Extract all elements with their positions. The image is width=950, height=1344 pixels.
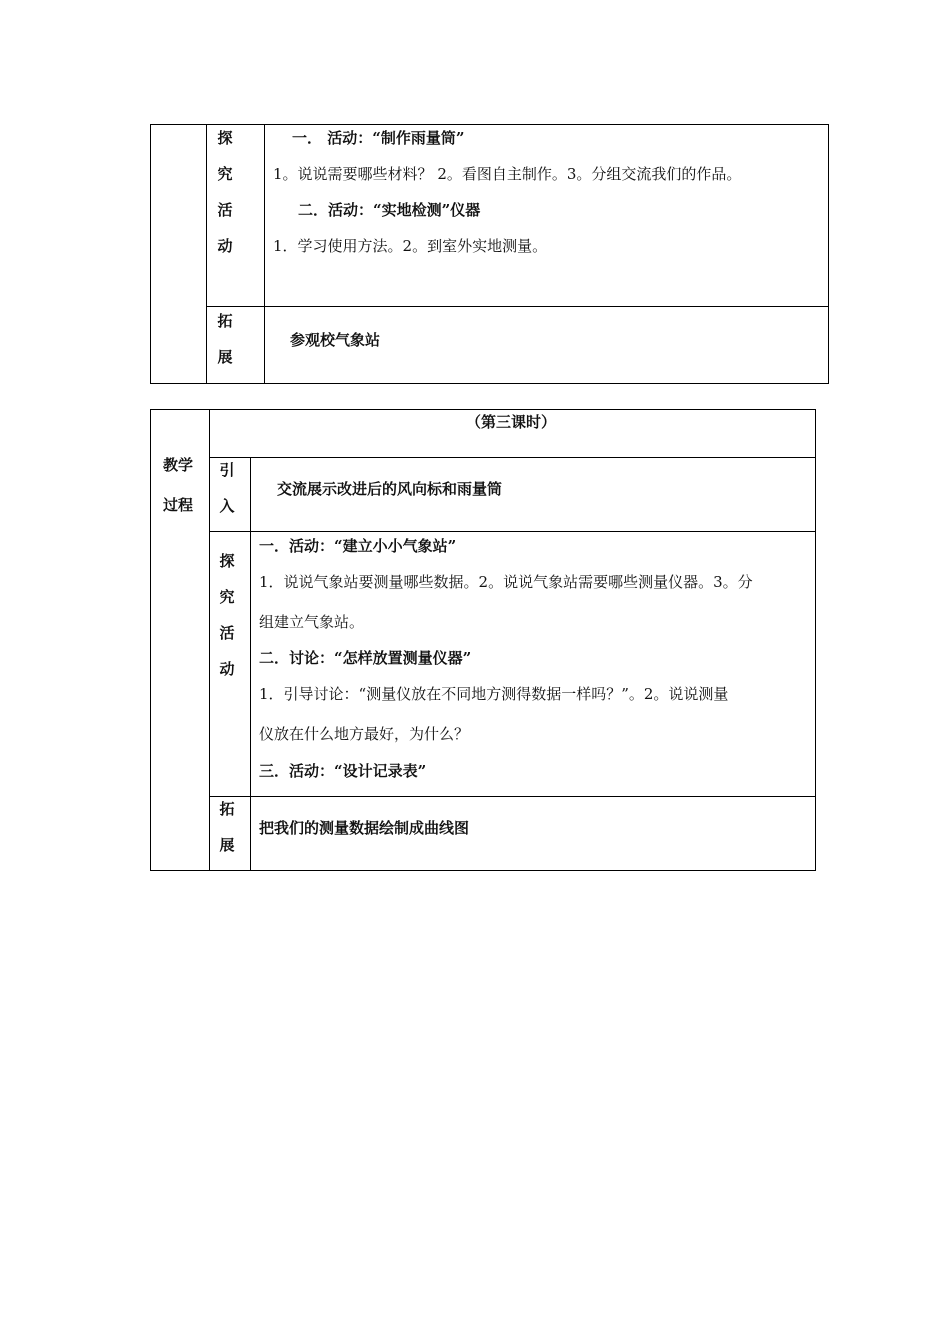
table-2-divider-title <box>209 457 816 458</box>
table-2-divider-col2 <box>250 457 251 871</box>
table-2-intro-text: 交流展示改进后的风向标和雨量筒 <box>277 480 503 498</box>
table-2-discussion-steps-line-1: 1．引导讨论：“测量仪放在不同地方测得数据一样吗？”。2。说说测量 <box>259 685 729 703</box>
table-2-divider-explore <box>209 796 816 797</box>
table-1-explore-label: 探 究 活 动 <box>217 129 233 255</box>
table-2-activity-1-steps-line-1: 1．说说气象站要测量哪些数据。2。说说气象站需要哪些测量仪器。3。分 <box>259 573 753 591</box>
table-2-side-label-2: 过程 <box>163 496 194 514</box>
table-2-lesson-title: （第三课时） <box>466 413 557 431</box>
table-1-activity-1-heading: 一． 活动：“制作雨量筒” <box>292 129 465 147</box>
table-2-activity-1-steps-line-2: 组建立气象站。 <box>259 613 365 631</box>
table-1-activity-2-heading: 二．活动：“实地检测”仪器 <box>298 201 481 219</box>
table-1-divider-col2 <box>264 124 265 384</box>
table-2-intro-label: 引 入 <box>219 461 235 515</box>
table-2-activity-3-heading: 三．活动：“设计记录表” <box>259 762 427 780</box>
table-1-activity-2-steps: 1．学习使用方法。2。到室外实地测量。 <box>273 237 548 255</box>
table-2-extend-label: 拓 展 <box>219 800 235 854</box>
table-1-divider-row <box>206 306 829 307</box>
table-2-side-label-1: 教学 <box>163 456 194 474</box>
table-1-activity-1-steps: 1。说说需要哪些材料？ 2。看图自主制作。3。分组交流我们的作品。 <box>273 165 742 183</box>
table-1-divider-col1 <box>206 124 207 384</box>
table-2-discussion-heading: 二．讨论：“怎样放置测量仪器” <box>259 649 472 667</box>
table-1-extend-label: 拓 展 <box>217 312 233 366</box>
table-2-activity-1-heading: 一．活动：“建立小小气象站” <box>259 537 457 555</box>
table-2-divider-col1 <box>209 409 210 871</box>
table-1-extend-text: 参观校气象站 <box>290 331 381 349</box>
table-2-explore-label: 探 究 活 动 <box>219 552 235 678</box>
table-2-extend-text: 把我们的测量数据绘制成曲线图 <box>259 819 470 837</box>
table-2-divider-intro <box>209 531 816 532</box>
table-2-discussion-steps-line-2: 仪放在什么地方最好，为什么？ <box>259 725 470 743</box>
